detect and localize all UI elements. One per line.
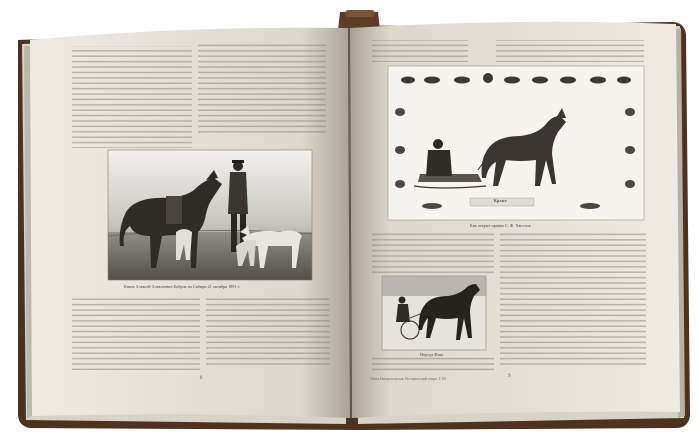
right-page-number: 9	[508, 374, 511, 379]
right-text-bottom	[372, 356, 494, 372]
photo-trotter	[382, 276, 486, 350]
right-text-top	[372, 40, 644, 62]
left-photo-caption: Князь Алексей Алексеевич Бобров на Сибири 21 октября 1891 г.	[124, 284, 240, 289]
running-footer: Охота Императорская. Исторический очерк. Т. III	[370, 377, 446, 381]
small-photo-caption: Порода Фиш	[420, 352, 443, 357]
plate-horse-sledge	[388, 66, 644, 220]
plate-caption: Как открыт правил С. Ф. Хвостов.	[470, 223, 532, 228]
plate-title: Кроме	[494, 199, 507, 203]
left-text-top	[72, 44, 326, 148]
left-page-number: 8	[200, 376, 203, 381]
photo-hunters-with-horse	[108, 150, 312, 280]
